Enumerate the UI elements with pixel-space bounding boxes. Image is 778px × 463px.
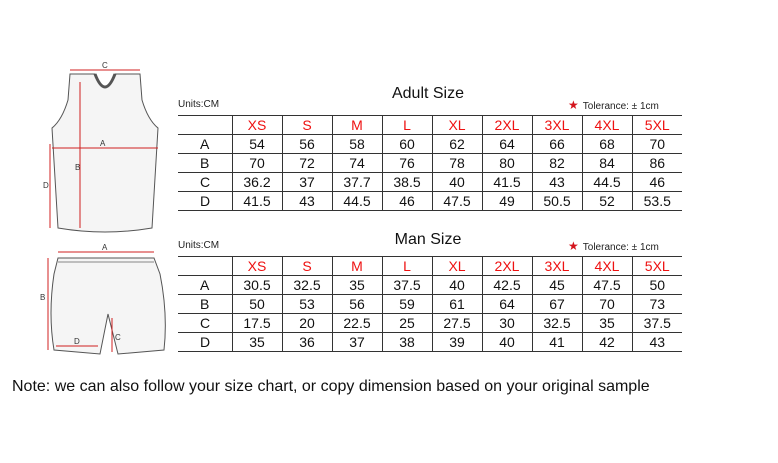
measurement-cell: 67: [532, 295, 582, 314]
measurement-cell: 49: [482, 192, 532, 211]
measurement-cell: 42.5: [482, 276, 532, 295]
man-size-table: [178, 256, 682, 352]
measurement-cell: 43: [532, 173, 582, 192]
measurement-cell: 54: [232, 135, 282, 154]
measurement-cell: 38: [382, 333, 432, 352]
measurement-cell: 41.5: [482, 173, 532, 192]
measurement-cell: 44.5: [332, 192, 382, 211]
measurement-cell: 76: [382, 154, 432, 173]
adult-table-title: Adult Size: [391, 85, 465, 102]
table-row: [178, 314, 682, 333]
adult-tolerance-text: Tolerance: ± 1cm: [582, 101, 659, 112]
measurement-cell: 52: [582, 192, 632, 211]
measurement-cell: 42: [582, 333, 632, 352]
shorts-label-c: C: [115, 333, 121, 342]
shorts-label-a: A: [102, 244, 108, 252]
table-row: [178, 173, 682, 192]
measurement-cell: 84: [582, 154, 632, 173]
table-row: [178, 192, 682, 211]
measurement-cell: 39: [432, 333, 482, 352]
measurement-cell: 73: [632, 295, 682, 314]
measurement-cell: 78: [432, 154, 482, 173]
measurement-cell: 74: [332, 154, 382, 173]
measurement-cell: 40: [482, 333, 532, 352]
measurement-cell: 22.5: [332, 314, 382, 333]
jersey-label-a: A: [100, 139, 106, 148]
measurement-cell: 35: [232, 333, 282, 352]
table-row: [178, 276, 682, 295]
note-text: Note: we can also follow your size chart, or copy dimension based on your original sample: [12, 378, 650, 395]
measurement-cell: 35: [332, 276, 382, 295]
shorts-diagram: [36, 244, 176, 360]
table-row: [178, 333, 682, 352]
measurement-cell: 17.5: [232, 314, 282, 333]
measurement-cell: 32.5: [532, 314, 582, 333]
table-row: [178, 154, 682, 173]
measurement-cell: 27.5: [432, 314, 482, 333]
row-label: B: [178, 295, 232, 314]
measurement-cell: 62: [432, 135, 482, 154]
size-header-cell: L: [382, 257, 432, 276]
measurement-cell: 41.5: [232, 192, 282, 211]
measurement-cell: 56: [332, 295, 382, 314]
table-row: [178, 135, 682, 154]
measurement-cell: 60: [382, 135, 432, 154]
measurement-cell: 40: [432, 276, 482, 295]
row-label: C: [178, 314, 232, 333]
measurement-cell: 35: [582, 314, 632, 333]
measurement-cell: 41: [532, 333, 582, 352]
measurement-cell: 30: [482, 314, 532, 333]
measurement-cell: 30.5: [232, 276, 282, 295]
star-icon: ★: [568, 239, 579, 253]
star-icon: ★: [568, 98, 579, 112]
measurement-cell: 86: [632, 154, 682, 173]
size-header-cell: M: [332, 116, 382, 135]
measurement-cell: 43: [282, 192, 332, 211]
header-blank-cell: [178, 116, 232, 135]
measurement-cell: 38.5: [382, 173, 432, 192]
size-header-cell: XS: [232, 257, 282, 276]
size-header-cell: 4XL: [582, 257, 632, 276]
size-header-cell: S: [282, 116, 332, 135]
measurement-cell: 32.5: [282, 276, 332, 295]
measurement-cell: 36: [282, 333, 332, 352]
measurement-cell: 45: [532, 276, 582, 295]
measurement-cell: 53.5: [632, 192, 682, 211]
adult-units-label: Units:CM: [178, 99, 220, 110]
measurement-cell: 37.7: [332, 173, 382, 192]
measurement-cell: 66: [532, 135, 582, 154]
measurement-cell: 43: [632, 333, 682, 352]
measurement-cell: 36.2: [232, 173, 282, 192]
measurement-cell: 25: [382, 314, 432, 333]
size-header-cell: 2XL: [482, 257, 532, 276]
measurement-cell: 72: [282, 154, 332, 173]
measurement-cell: 37.5: [632, 314, 682, 333]
man-table-title: Man Size: [394, 231, 462, 248]
size-header-cell: XL: [432, 116, 482, 135]
measurement-cell: 70: [582, 295, 632, 314]
man-units-label: Units:CM: [178, 240, 220, 251]
measurement-cell: 64: [482, 135, 532, 154]
row-label: D: [178, 192, 232, 211]
measurement-cell: 64: [482, 295, 532, 314]
measurement-cell: 68: [582, 135, 632, 154]
shorts-label-b: B: [40, 293, 46, 302]
adult-tolerance: [568, 98, 659, 112]
size-header-cell: 5XL: [632, 257, 682, 276]
row-label: A: [178, 276, 232, 295]
row-label: A: [178, 135, 232, 154]
measurement-cell: 37: [282, 173, 332, 192]
man-tolerance: [568, 239, 659, 253]
row-label: D: [178, 333, 232, 352]
measurement-cell: 58: [332, 135, 382, 154]
measurement-cell: 59: [382, 295, 432, 314]
measurement-cell: 56: [282, 135, 332, 154]
measurement-cell: 37: [332, 333, 382, 352]
measurement-cell: 40: [432, 173, 482, 192]
jersey-label-d: D: [43, 181, 49, 190]
jersey-label-b: B: [75, 163, 81, 172]
size-header-cell: 4XL: [582, 116, 632, 135]
size-header-cell: 3XL: [532, 116, 582, 135]
measurement-cell: 50.5: [532, 192, 582, 211]
header-row: [178, 257, 682, 276]
measurement-cell: 50: [232, 295, 282, 314]
size-header-cell: XL: [432, 257, 482, 276]
row-label: C: [178, 173, 232, 192]
measurement-cell: 61: [432, 295, 482, 314]
measurement-cell: 70: [232, 154, 282, 173]
header-row: [178, 116, 682, 135]
size-header-cell: 2XL: [482, 116, 532, 135]
measurement-cell: 47.5: [432, 192, 482, 211]
measurement-cell: 82: [532, 154, 582, 173]
size-header-cell: 5XL: [632, 116, 682, 135]
measurement-cell: 46: [632, 173, 682, 192]
size-header-cell: S: [282, 257, 332, 276]
measurement-cell: 46: [382, 192, 432, 211]
jersey-label-c: C: [102, 61, 108, 70]
jersey-diagram: [40, 60, 170, 240]
measurement-cell: 44.5: [582, 173, 632, 192]
table-row: [178, 295, 682, 314]
measurement-cell: 37.5: [382, 276, 432, 295]
row-label: B: [178, 154, 232, 173]
size-header-cell: XS: [232, 116, 282, 135]
adult-size-table: [178, 115, 682, 211]
shorts-label-d: D: [74, 337, 80, 346]
size-header-cell: M: [332, 257, 382, 276]
measurement-cell: 47.5: [582, 276, 632, 295]
header-blank-cell: [178, 257, 232, 276]
man-tolerance-text: Tolerance: ± 1cm: [582, 242, 659, 253]
size-header-cell: L: [382, 116, 432, 135]
size-header-cell: 3XL: [532, 257, 582, 276]
measurement-cell: 53: [282, 295, 332, 314]
measurement-cell: 50: [632, 276, 682, 295]
measurement-cell: 20: [282, 314, 332, 333]
measurement-cell: 70: [632, 135, 682, 154]
measurement-cell: 80: [482, 154, 532, 173]
